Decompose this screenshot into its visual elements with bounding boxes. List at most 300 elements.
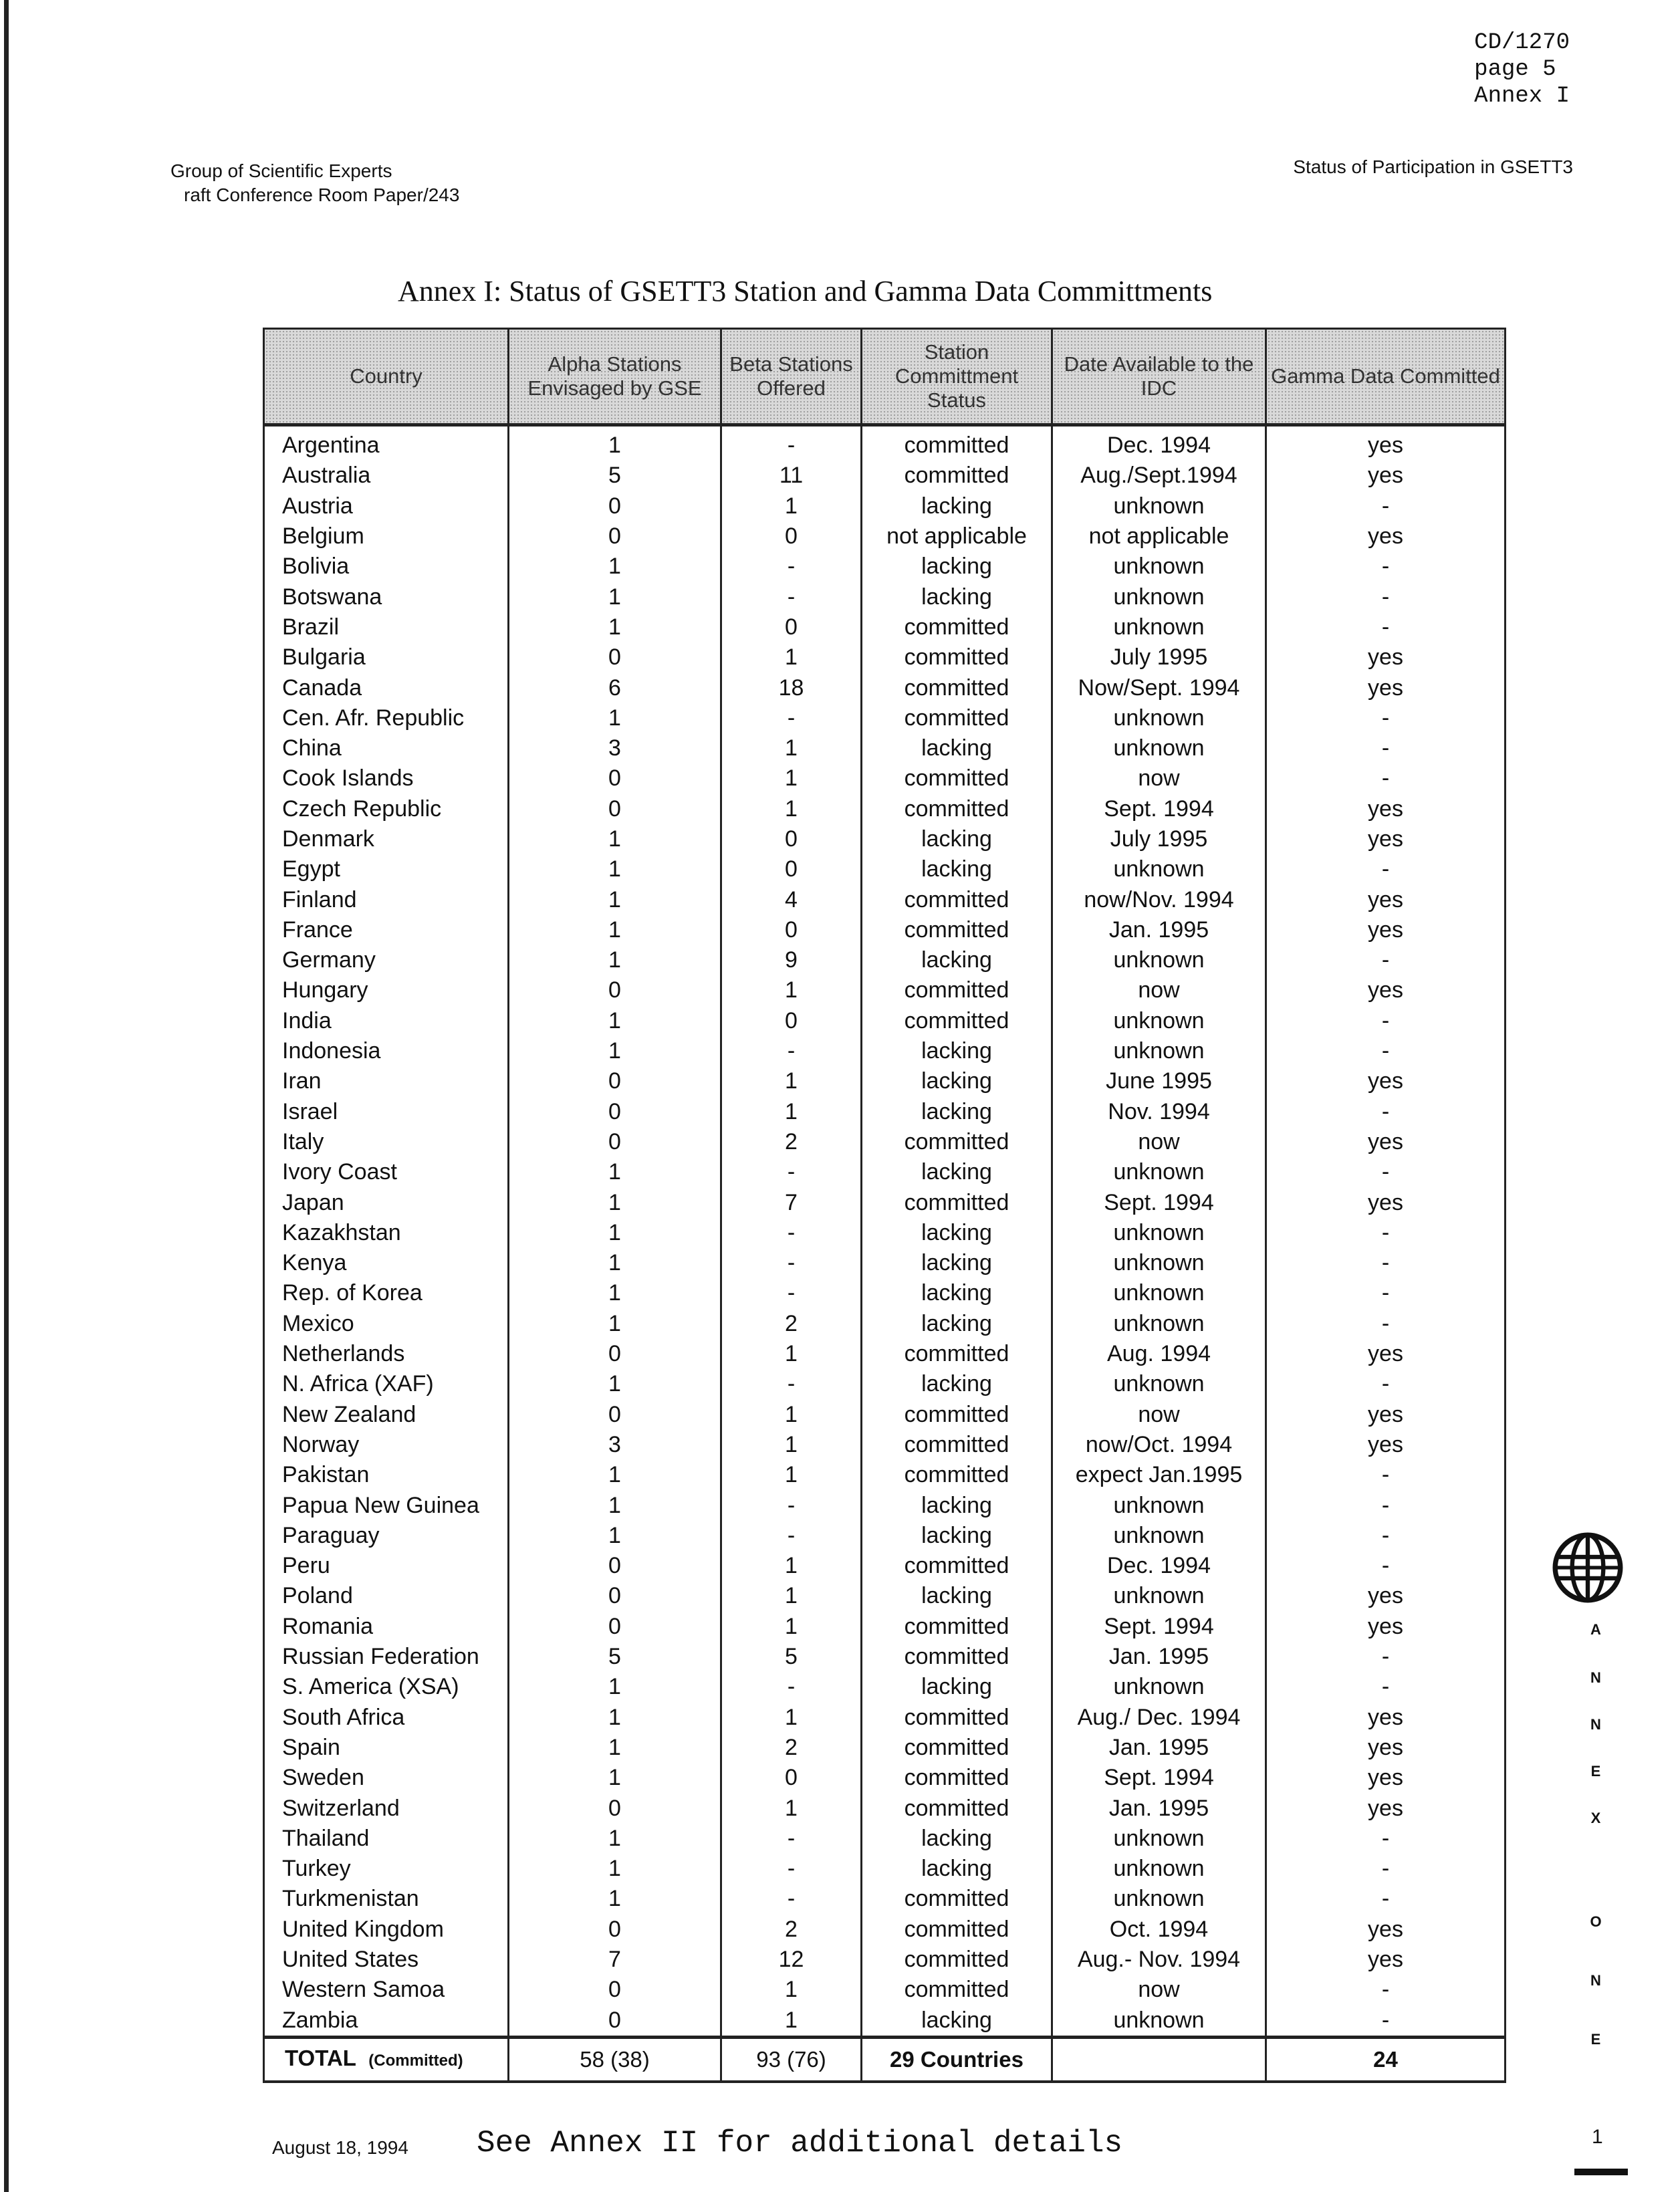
cell-beta: 1 <box>721 1339 862 1369</box>
left-margin-rule <box>4 0 9 2192</box>
cell-date: Jan. 1995 <box>1052 915 1266 945</box>
cell-beta: 5 <box>721 1642 862 1672</box>
cell-gamma: yes <box>1266 1733 1506 1763</box>
table-row <box>264 884 1506 915</box>
cell-gamma: - <box>1266 1551 1506 1581</box>
cell-country: Kazakhstan <box>264 1218 509 1248</box>
cell-gamma: - <box>1266 1248 1506 1278</box>
total-row <box>264 2037 1506 2082</box>
cell-date: now <box>1052 1400 1266 1430</box>
table-row <box>264 1884 1506 1914</box>
cell-country: Rep. of Korea <box>264 1278 509 1308</box>
cell-status: committed <box>862 1642 1052 1672</box>
cell-beta: 12 <box>721 1945 862 1975</box>
cell-gamma: - <box>1266 1672 1506 1702</box>
cell-status: committed <box>862 642 1052 673</box>
cell-alpha: 5 <box>509 1642 721 1672</box>
cell-status: lacking <box>862 491 1052 521</box>
cell-beta: 0 <box>721 612 862 642</box>
cell-beta: 11 <box>721 461 862 491</box>
table-row <box>264 1309 1506 1339</box>
cell-date: Aug./Sept.1994 <box>1052 461 1266 491</box>
cell-country: Western Samoa <box>264 1975 509 2005</box>
table-row <box>264 945 1506 975</box>
cell-alpha: 1 <box>509 582 721 612</box>
cell-beta: - <box>721 1824 862 1854</box>
cell-date: not applicable <box>1052 521 1266 552</box>
cell-alpha: 1 <box>509 1490 721 1520</box>
cell-status: lacking <box>862 1278 1052 1308</box>
cell-date: Aug. 1994 <box>1052 1339 1266 1369</box>
total-alpha: 58 (38) <box>509 2037 721 2082</box>
ref-annex-line: Annex I <box>1474 84 1570 109</box>
cell-gamma: yes <box>1266 1066 1506 1096</box>
cell-country: South Africa <box>264 1702 509 1732</box>
table-row <box>264 1793 1506 1823</box>
cell-gamma: yes <box>1266 1702 1506 1732</box>
cell-alpha: 1 <box>509 1006 721 1036</box>
cell-beta: 4 <box>721 884 862 915</box>
table-row <box>264 425 1506 461</box>
cell-date: Aug.- Nov. 1994 <box>1052 1945 1266 1975</box>
cell-date: unknown <box>1052 1521 1266 1551</box>
cell-alpha: 1 <box>509 1157 721 1187</box>
annex-letter: E <box>1590 1763 1601 1780</box>
cell-gamma: yes <box>1266 425 1506 461</box>
cell-gamma: yes <box>1266 673 1506 703</box>
cell-beta: 1 <box>721 1430 862 1460</box>
cell-beta: 1 <box>721 1702 862 1732</box>
cell-gamma: - <box>1266 1278 1506 1308</box>
table-row <box>264 794 1506 824</box>
cell-country: Austria <box>264 491 509 521</box>
cell-status: lacking <box>862 2005 1052 2037</box>
table-row <box>264 1824 1506 1854</box>
table-row <box>264 673 1506 703</box>
globe-icon <box>1552 1532 1623 1603</box>
cell-date: Sept. 1994 <box>1052 794 1266 824</box>
cell-beta: 0 <box>721 824 862 854</box>
cell-status: lacking <box>862 1036 1052 1066</box>
cell-status: committed <box>862 884 1052 915</box>
cell-beta: 1 <box>721 1551 862 1581</box>
total-beta: 93 (76) <box>721 2037 862 2082</box>
cell-status: lacking <box>862 1369 1052 1399</box>
cell-status: committed <box>862 1551 1052 1581</box>
annex-letter: X <box>1590 1810 1601 1826</box>
table-row <box>264 1551 1506 1581</box>
cell-country: New Zealand <box>264 1400 509 1430</box>
cell-country: Botswana <box>264 582 509 612</box>
cell-alpha: 1 <box>509 1824 721 1854</box>
annex-letter: N <box>1590 1669 1601 1686</box>
cell-date: unknown <box>1052 552 1266 582</box>
table-row <box>264 1460 1506 1490</box>
header-right: Status of Participation in GSETT3 <box>1293 156 1573 177</box>
cell-status: committed <box>862 975 1052 1005</box>
cell-country: Canada <box>264 673 509 703</box>
cell-gamma: - <box>1266 1218 1506 1248</box>
cell-status: committed <box>862 673 1052 703</box>
cell-alpha: 6 <box>509 673 721 703</box>
cell-gamma: - <box>1266 1975 1506 2005</box>
cell-status: lacking <box>862 945 1052 975</box>
total-label-cell <box>264 2037 509 2082</box>
table-row <box>264 824 1506 854</box>
cell-gamma: - <box>1266 945 1506 975</box>
cell-country: Norway <box>264 1430 509 1460</box>
cell-date: now <box>1052 975 1266 1005</box>
annex-letter: N <box>1590 1972 1601 1989</box>
column-header: Station Committment Status <box>862 329 1052 425</box>
cell-country: Turkmenistan <box>264 1884 509 1914</box>
cell-status: lacking <box>862 1218 1052 1248</box>
cell-gamma: - <box>1266 2005 1506 2037</box>
cell-gamma: yes <box>1266 915 1506 945</box>
cell-alpha: 0 <box>509 1612 721 1642</box>
table-row <box>264 763 1506 794</box>
cell-beta: - <box>721 1369 862 1399</box>
cell-alpha: 1 <box>509 1369 721 1399</box>
cell-alpha: 1 <box>509 1309 721 1339</box>
cell-date: unknown <box>1052 1036 1266 1066</box>
cell-date: unknown <box>1052 1672 1266 1702</box>
table-row <box>264 854 1506 884</box>
cell-alpha: 0 <box>509 1551 721 1581</box>
table-row <box>264 1157 1506 1187</box>
cell-date: unknown <box>1052 1278 1266 1308</box>
cell-date: Dec. 1994 <box>1052 425 1266 461</box>
total-status: 29 Countries <box>862 2037 1052 2082</box>
cell-alpha: 0 <box>509 642 721 673</box>
cell-status: lacking <box>862 1490 1052 1520</box>
cell-alpha: 1 <box>509 1278 721 1308</box>
cell-country: Japan <box>264 1187 509 1217</box>
cell-country: Peru <box>264 1551 509 1581</box>
cell-alpha: 0 <box>509 2005 721 2037</box>
table-row <box>264 915 1506 945</box>
cell-gamma: - <box>1266 1097 1506 1127</box>
cell-beta: - <box>721 1884 862 1914</box>
cell-gamma: - <box>1266 1460 1506 1490</box>
cell-date: unknown <box>1052 1854 1266 1884</box>
cell-gamma: yes <box>1266 824 1506 854</box>
table-row <box>264 1672 1506 1702</box>
cell-alpha: 0 <box>509 1066 721 1096</box>
table-header-row <box>264 329 1506 425</box>
cell-beta: - <box>721 1278 862 1308</box>
cell-alpha: 1 <box>509 884 721 915</box>
cell-date: Jan. 1995 <box>1052 1642 1266 1672</box>
cell-date: unknown <box>1052 945 1266 975</box>
annex-letter: O <box>1590 1913 1602 1930</box>
cell-status: lacking <box>862 1824 1052 1854</box>
cell-beta: 2 <box>721 1915 862 1945</box>
cell-beta: 18 <box>721 673 862 703</box>
cell-gamma: - <box>1266 491 1506 521</box>
cell-status: lacking <box>862 1309 1052 1339</box>
cell-beta: 1 <box>721 1793 862 1823</box>
cell-alpha: 0 <box>509 1793 721 1823</box>
cell-country: Paraguay <box>264 1521 509 1551</box>
cell-country: Zambia <box>264 2005 509 2037</box>
cell-country: Cen. Afr. Republic <box>264 703 509 733</box>
cell-beta: 0 <box>721 521 862 552</box>
document-title: Annex I: Status of GSETT3 Station and Gamma Data Committments <box>398 275 1213 308</box>
cell-status: committed <box>862 612 1052 642</box>
cell-alpha: 1 <box>509 425 721 461</box>
footer-date: August 18, 1994 <box>272 2137 408 2158</box>
cell-country: Italy <box>264 1127 509 1157</box>
cell-status: committed <box>862 1339 1052 1369</box>
cell-gamma: yes <box>1266 884 1506 915</box>
cell-country: France <box>264 915 509 945</box>
cell-gamma: yes <box>1266 1612 1506 1642</box>
cell-beta: 9 <box>721 945 862 975</box>
cell-beta: - <box>721 1036 862 1066</box>
cell-gamma: yes <box>1266 1581 1506 1611</box>
table-row <box>264 733 1506 763</box>
cell-status: committed <box>862 1733 1052 1763</box>
cell-alpha: 3 <box>509 1430 721 1460</box>
cell-status: lacking <box>862 854 1052 884</box>
cell-date: Nov. 1994 <box>1052 1097 1266 1127</box>
cell-status: committed <box>862 1915 1052 1945</box>
annex-letter: N <box>1590 1716 1601 1733</box>
cell-date: now <box>1052 1975 1266 2005</box>
cell-alpha: 0 <box>509 1339 721 1369</box>
cell-gamma: - <box>1266 552 1506 582</box>
cell-status: lacking <box>862 1581 1052 1611</box>
cell-status: committed <box>862 703 1052 733</box>
cell-gamma: yes <box>1266 1915 1506 1945</box>
cell-alpha: 1 <box>509 1036 721 1066</box>
page-bar <box>1574 2169 1628 2175</box>
cell-gamma: - <box>1266 1157 1506 1187</box>
table-row <box>264 552 1506 582</box>
column-header: Gamma Data Committed <box>1266 329 1506 425</box>
ref-code-line: CD/1270 <box>1474 30 1570 55</box>
cell-gamma: - <box>1266 1006 1506 1036</box>
cell-country: Poland <box>264 1581 509 1611</box>
cell-country: Thailand <box>264 1824 509 1854</box>
cell-date: unknown <box>1052 582 1266 612</box>
cell-country: Denmark <box>264 824 509 854</box>
cell-alpha: 0 <box>509 1400 721 1430</box>
cell-alpha: 1 <box>509 1521 721 1551</box>
table-row <box>264 2005 1506 2037</box>
table-row <box>264 703 1506 733</box>
cell-status: not applicable <box>862 521 1052 552</box>
cell-status: committed <box>862 1702 1052 1732</box>
cell-date: unknown <box>1052 733 1266 763</box>
cell-country: Bolivia <box>264 552 509 582</box>
annex-letter: E <box>1590 2031 1601 2048</box>
cell-date: unknown <box>1052 1581 1266 1611</box>
page-number: 1 <box>1592 2126 1603 2148</box>
total-gamma: 24 <box>1266 2037 1506 2082</box>
document-reference <box>1474 29 1570 110</box>
table-row <box>264 1975 1506 2005</box>
cell-country: Sweden <box>264 1763 509 1793</box>
cell-gamma: yes <box>1266 794 1506 824</box>
table-row <box>264 1400 1506 1430</box>
cell-beta: - <box>721 1490 862 1520</box>
cell-gamma: yes <box>1266 1127 1506 1157</box>
cell-date: June 1995 <box>1052 1066 1266 1096</box>
cell-status: lacking <box>862 1097 1052 1127</box>
cell-status: lacking <box>862 824 1052 854</box>
cell-date: now <box>1052 1127 1266 1157</box>
cell-status: committed <box>862 1884 1052 1914</box>
cell-beta: 1 <box>721 763 862 794</box>
cell-date: unknown <box>1052 1369 1266 1399</box>
cell-date: July 1995 <box>1052 824 1266 854</box>
cell-country: United States <box>264 1945 509 1975</box>
cell-status: committed <box>862 1793 1052 1823</box>
cell-status: committed <box>862 915 1052 945</box>
cell-gamma: - <box>1266 1309 1506 1339</box>
table-row <box>264 1915 1506 1945</box>
cell-date: unknown <box>1052 612 1266 642</box>
cell-gamma: - <box>1266 1369 1506 1399</box>
cell-status: committed <box>862 794 1052 824</box>
cell-country: Romania <box>264 1612 509 1642</box>
cell-gamma: yes <box>1266 642 1506 673</box>
cell-date: expect Jan.1995 <box>1052 1460 1266 1490</box>
column-header: Beta Stations Offered <box>721 329 862 425</box>
cell-date: now <box>1052 763 1266 794</box>
cell-alpha: 1 <box>509 1218 721 1248</box>
cell-date: Now/Sept. 1994 <box>1052 673 1266 703</box>
cell-alpha: 1 <box>509 915 721 945</box>
cell-country: Indonesia <box>264 1036 509 1066</box>
cell-status: lacking <box>862 552 1052 582</box>
cell-alpha: 1 <box>509 1672 721 1702</box>
cell-country: Czech Republic <box>264 794 509 824</box>
cell-date: July 1995 <box>1052 642 1266 673</box>
cell-alpha: 0 <box>509 521 721 552</box>
cell-gamma: - <box>1266 733 1506 763</box>
cell-beta: 2 <box>721 1733 862 1763</box>
table-body <box>264 425 1506 2038</box>
cell-country: Turkey <box>264 1854 509 1884</box>
footer-note: See Annex II for additional details <box>477 2126 1123 2161</box>
cell-beta: - <box>721 1248 862 1278</box>
cell-beta: 1 <box>721 642 862 673</box>
table-row <box>264 1369 1506 1399</box>
table-row <box>264 975 1506 1005</box>
cell-gamma: yes <box>1266 1430 1506 1460</box>
table-row <box>264 521 1506 552</box>
cell-date: Oct. 1994 <box>1052 1915 1266 1945</box>
table-row <box>264 1248 1506 1278</box>
cell-date: Dec. 1994 <box>1052 1551 1266 1581</box>
cell-alpha: 1 <box>509 1460 721 1490</box>
cell-country: Germany <box>264 945 509 975</box>
cell-country: N. Africa (XAF) <box>264 1369 509 1399</box>
column-header: Date Available to the IDC <box>1052 329 1266 425</box>
table-row <box>264 1127 1506 1157</box>
cell-beta: - <box>721 703 862 733</box>
cell-beta: 0 <box>721 1763 862 1793</box>
cell-beta: - <box>721 552 862 582</box>
cell-beta: 7 <box>721 1187 862 1217</box>
table-row <box>264 1036 1506 1066</box>
cell-beta: - <box>721 1672 862 1702</box>
cell-country: Ivory Coast <box>264 1157 509 1187</box>
cell-country: Brazil <box>264 612 509 642</box>
cell-alpha: 1 <box>509 854 721 884</box>
cell-date: unknown <box>1052 1248 1266 1278</box>
table-row <box>264 1006 1506 1036</box>
cell-gamma: yes <box>1266 1339 1506 1369</box>
cell-beta: 1 <box>721 975 862 1005</box>
cell-date: Aug./ Dec. 1994 <box>1052 1702 1266 1732</box>
total-label: TOTAL <box>285 2046 356 2071</box>
cell-date: unknown <box>1052 1309 1266 1339</box>
annex-letter: A <box>1590 1621 1601 1638</box>
table-row <box>264 1187 1506 1217</box>
table-row <box>264 1642 1506 1672</box>
table-row <box>264 582 1506 612</box>
cell-beta: 1 <box>721 1066 862 1096</box>
cell-alpha: 1 <box>509 703 721 733</box>
cell-beta: 0 <box>721 915 862 945</box>
cell-date: Jan. 1995 <box>1052 1793 1266 1823</box>
cell-date: unknown <box>1052 703 1266 733</box>
cell-date: now/Nov. 1994 <box>1052 884 1266 915</box>
cell-country: Switzerland <box>264 1793 509 1823</box>
cell-country: Papua New Guinea <box>264 1490 509 1520</box>
cell-gamma: yes <box>1266 1793 1506 1823</box>
total-label-note: (Committed) <box>368 2052 463 2070</box>
cell-status: lacking <box>862 1248 1052 1278</box>
cell-gamma: yes <box>1266 1400 1506 1430</box>
cell-beta: 1 <box>721 733 862 763</box>
cell-status: committed <box>862 1430 1052 1460</box>
cell-alpha: 0 <box>509 1975 721 2005</box>
cell-country: China <box>264 733 509 763</box>
cell-country: Finland <box>264 884 509 915</box>
cell-status: committed <box>862 425 1052 461</box>
cell-alpha: 0 <box>509 1097 721 1127</box>
table-row <box>264 1763 1506 1793</box>
cell-gamma: - <box>1266 703 1506 733</box>
cell-gamma: yes <box>1266 975 1506 1005</box>
ref-page-line: page 5 <box>1474 57 1556 82</box>
table-row <box>264 461 1506 491</box>
table-row <box>264 1854 1506 1884</box>
cell-status: committed <box>862 1006 1052 1036</box>
cell-status: committed <box>862 763 1052 794</box>
table-row <box>264 1097 1506 1127</box>
cell-gamma: - <box>1266 612 1506 642</box>
cell-alpha: 0 <box>509 763 721 794</box>
cell-gamma: - <box>1266 1824 1506 1854</box>
cell-alpha: 1 <box>509 1733 721 1763</box>
cell-country: Spain <box>264 1733 509 1763</box>
cell-alpha: 1 <box>509 612 721 642</box>
table-row <box>264 1490 1506 1520</box>
cell-beta: 1 <box>721 1581 862 1611</box>
column-header: Alpha Stations Envisaged by GSE <box>509 329 721 425</box>
header-paper-id: raft Conference Room Paper/243 <box>184 185 460 205</box>
cell-status: lacking <box>862 1672 1052 1702</box>
cell-gamma: - <box>1266 1884 1506 1914</box>
cell-status: lacking <box>862 1854 1052 1884</box>
cell-country: Israel <box>264 1097 509 1127</box>
